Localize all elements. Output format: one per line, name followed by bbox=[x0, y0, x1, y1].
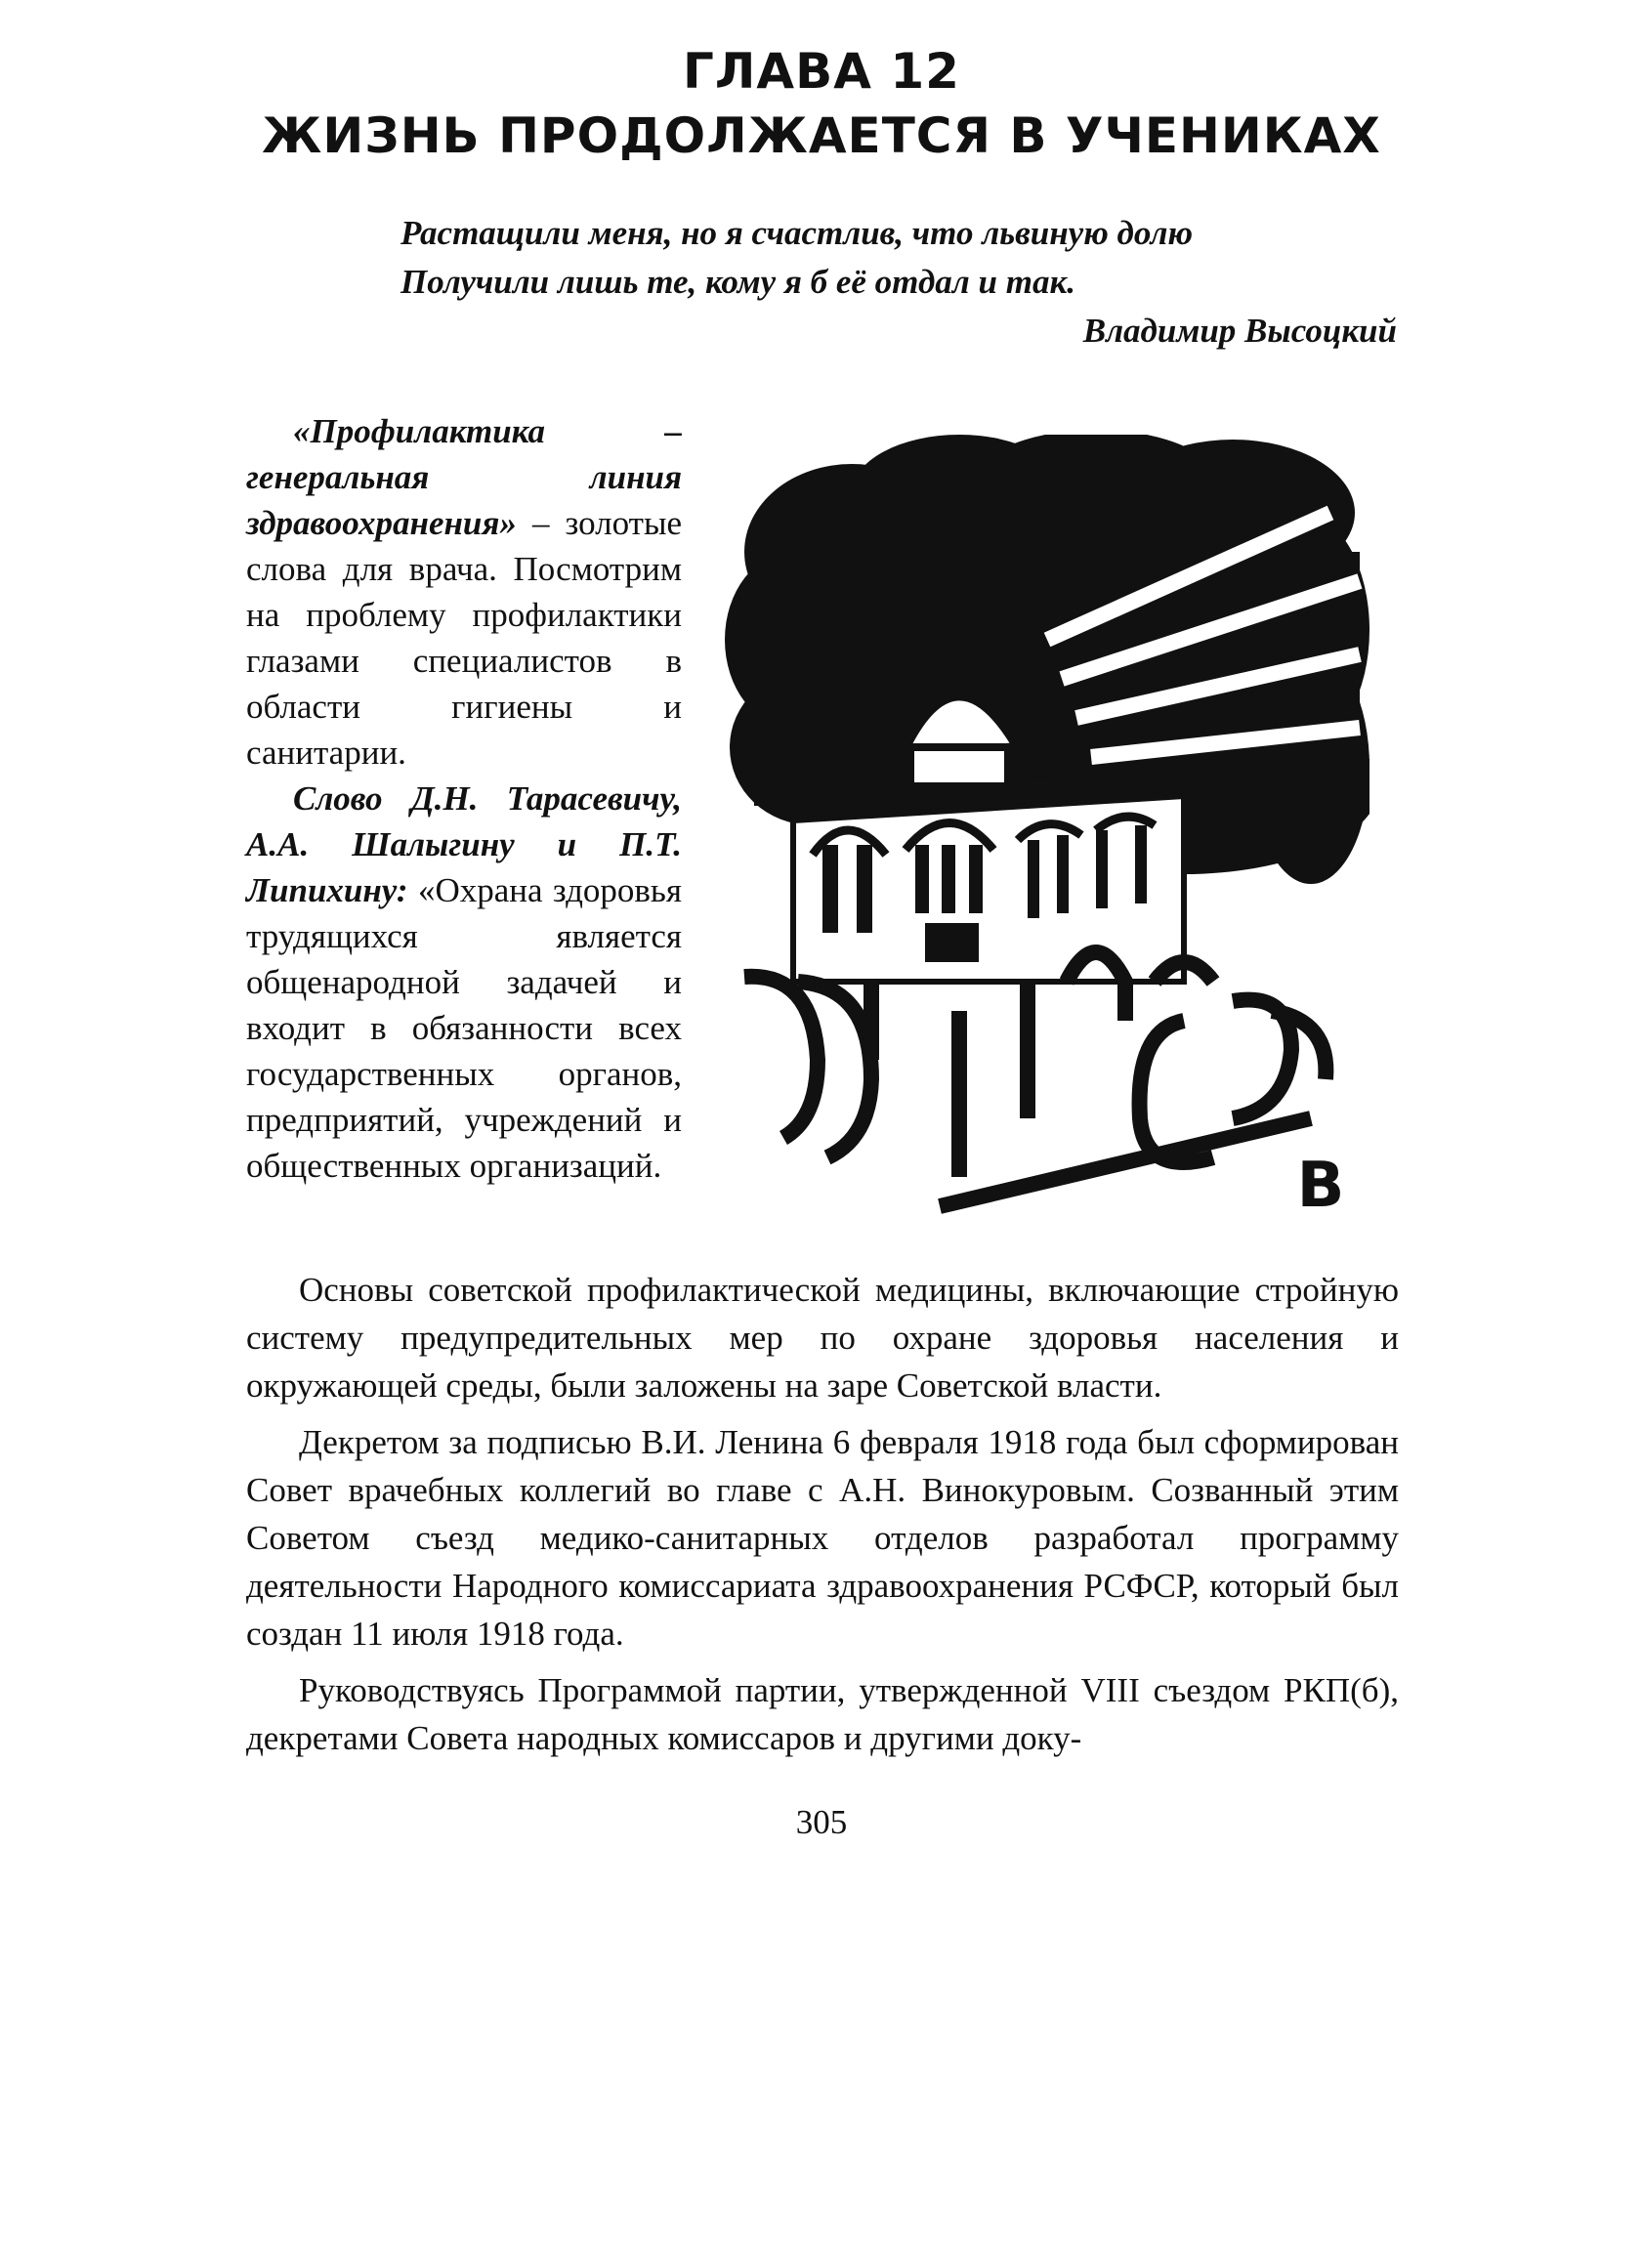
side-paragraph-2-text: «Охрана здоровья трудящихся является общенародной задачей и входит в обязанности всех государственных органов, предприятий, учреждений и общественных организаций. bbox=[246, 871, 682, 1185]
epigraph-line-2: Получили лишь те, кому я б её отдал и так. bbox=[400, 263, 1075, 301]
page-number: 305 bbox=[795, 1803, 848, 1841]
epigraph-author: Владимир Высоцкий bbox=[1082, 312, 1397, 350]
epigraph-line-1: Растащили меня, но я счастлив, что львиную долю bbox=[400, 214, 1194, 252]
body-paragraph-2: Декретом за подписью В.И. Ленина 6 февраля 1918 года был сформирован Совет врачебных коллегий во главе с А.Н. Винокуровым. Созванный этим Советом съезд медико-санитарных отделов разработал программу деятельности Народного комиссариата здравоохранения РСФСР, который был создан 11 июля 1918 года. bbox=[246, 1423, 1399, 1653]
side-paragraph-2 bbox=[246, 776, 682, 1189]
side-paragraph-1 bbox=[246, 408, 682, 776]
artist-monogram: В bbox=[1296, 1150, 1345, 1216]
epigraph bbox=[400, 209, 1397, 356]
side-paragraph-2-emphasis: Слово Д.Н. Тарасевичу, А.А. Шалыгину и П.Т. Липихину: bbox=[246, 779, 682, 909]
chapter-number: ГЛАВА 12 bbox=[683, 43, 960, 100]
body-paragraph-3: Руководствуясь Программой партии, утвержденной VIII съездом РКП(б), декретами Совета народных комиссаров и другими доку- bbox=[246, 1671, 1399, 1757]
chapter-heading bbox=[244, 39, 1399, 168]
body-paragraph-1: Основы советской профилактической медицины, включающие стройную систему предупредительных мер по охране здоровья населения и окружающей среды, были заложены на заре Советской власти. bbox=[246, 1271, 1399, 1405]
side-column-text bbox=[246, 408, 682, 1189]
chapter-title: ЖИЗНЬ ПРОДОЛЖАЕТСЯ В УЧЕНИКАХ bbox=[262, 107, 1381, 164]
side-paragraph-1-emphasis: «Профилактика – генеральная линия здравоохранения» bbox=[246, 412, 682, 542]
main-text bbox=[246, 1266, 1399, 1771]
arches bbox=[744, 952, 1326, 1206]
side-paragraph-1-text: – золотые слова для врача. Посмотрим на проблему профилактики глазами специалистов в области гигиены и санитарии. bbox=[246, 504, 682, 772]
building-illustration bbox=[725, 435, 1369, 1216]
